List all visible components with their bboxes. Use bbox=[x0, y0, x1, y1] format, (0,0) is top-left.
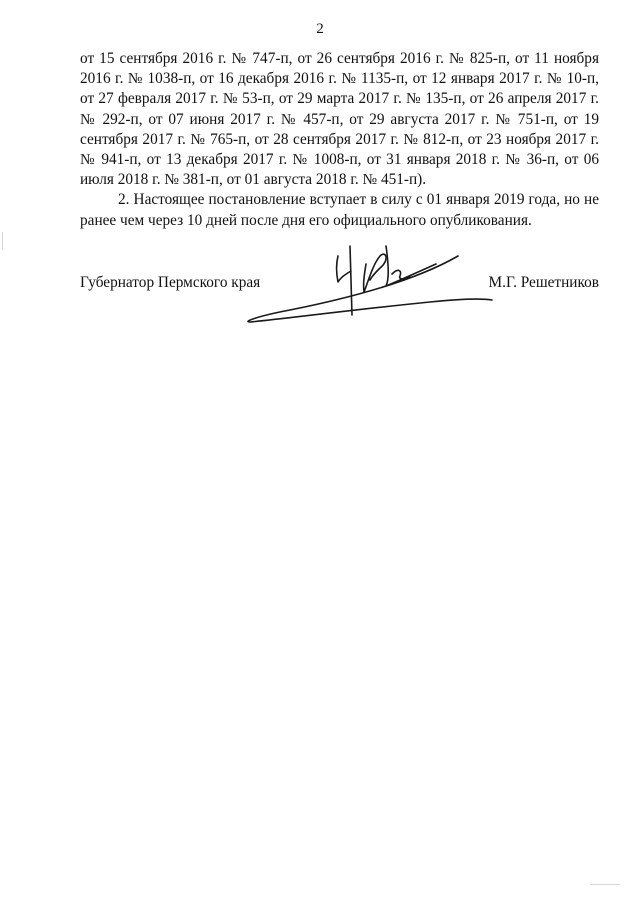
signature-block bbox=[80, 230, 599, 330]
paragraph-2: 2. Настоящее постановление вступает в силу с 01 января 2019 года, но не ранее чем через 10 дней после дня его официального опубликования. bbox=[80, 191, 599, 229]
page-number: 2 bbox=[316, 21, 324, 37]
handwritten-signature bbox=[230, 230, 510, 330]
scan-edge-mark-bottom bbox=[590, 884, 620, 885]
paragraph-continuation: от 15 сентября 2016 г. № 747-п, от 26 сентября 2016 г. № 825-п, от 11 ноября 2016 г. № 1038-п, от 16 декабря 2016 г. № 1135-п, от 12 января 2017 г. № 10-п, от 27 февраля 2017 г. № 53-п, от 29 марта 2017 г. № 135-п, от 26 апреля 2017 г. № 292-п, от 07 июня 2017 г. № 457-п, от 29 августа 2017 г. № 751-п, от 19 сентября 2017 г. № 765-п, от 28 сентября 2017 г. № 812-п, от 23 ноября 2017 г. № 941-п, от 13 декабря 2017 г. № 1008-п, от 31 января 2018 г. № 36-п, от 06 июля 2018 г. № 381-п, от 01 августа 2018 г. № 451-п). bbox=[80, 50, 599, 189]
signer-name: М.Г. Решетников bbox=[488, 274, 599, 291]
document-body bbox=[80, 49, 599, 231]
signer-title: Губернатор Пермского края bbox=[80, 274, 261, 291]
scan-edge-mark-left bbox=[2, 232, 3, 250]
